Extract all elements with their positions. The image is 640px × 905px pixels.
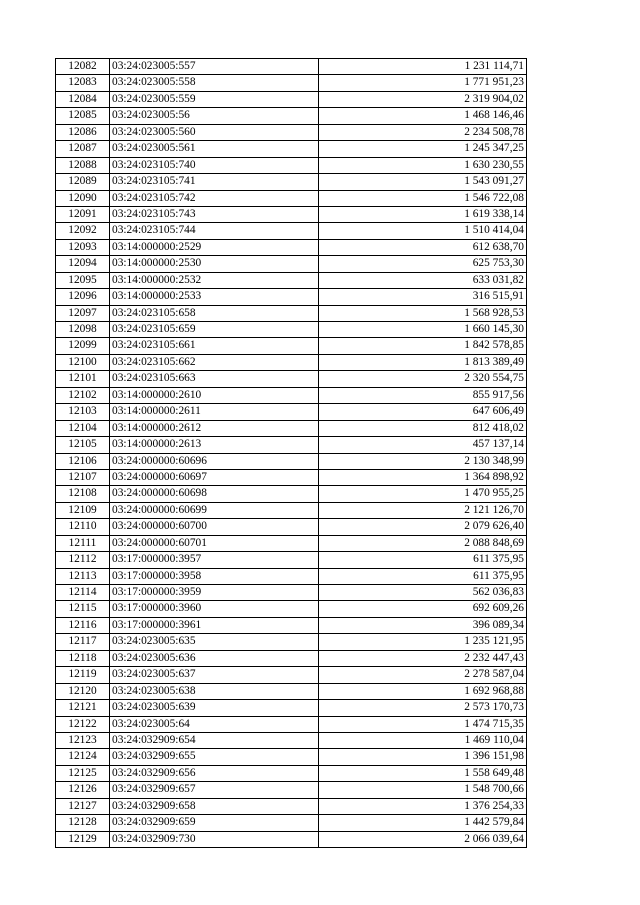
cadastral-value-cell: 612 638,70 bbox=[319, 239, 527, 255]
cadastral-value-cell: 1 474 715,35 bbox=[319, 716, 527, 732]
row-number-cell: 12098 bbox=[56, 322, 110, 338]
cadastral-value-cell: 1 771 951,23 bbox=[319, 75, 527, 91]
cadastral-value-cell: 2 319 904,02 bbox=[319, 91, 527, 107]
cadastral-number-cell: 03:14:000000:2611 bbox=[110, 404, 319, 420]
table-row bbox=[56, 634, 527, 650]
table-row bbox=[56, 700, 527, 716]
cadastral-value-cell: 1 442 579,84 bbox=[319, 815, 527, 831]
table-row bbox=[56, 437, 527, 453]
row-number-cell: 12120 bbox=[56, 683, 110, 699]
table-row bbox=[56, 469, 527, 485]
cadastral-value-cell: 1 546 722,08 bbox=[319, 190, 527, 206]
cadastral-number-cell: 03:14:000000:2610 bbox=[110, 387, 319, 403]
cadastral-number-cell: 03:24:023105:661 bbox=[110, 338, 319, 354]
row-number-cell: 12092 bbox=[56, 223, 110, 239]
row-number-cell: 12091 bbox=[56, 206, 110, 222]
row-number-cell: 12117 bbox=[56, 634, 110, 650]
cadastral-number-cell: 03:24:032909:730 bbox=[110, 831, 319, 847]
table-row bbox=[56, 831, 527, 847]
table-row bbox=[56, 502, 527, 518]
cadastral-value-cell: 625 753,30 bbox=[319, 256, 527, 272]
cadastral-value-cell: 1 619 338,14 bbox=[319, 206, 527, 222]
cadastral-value-cell: 1 231 114,71 bbox=[319, 59, 527, 75]
cadastral-value-table bbox=[55, 58, 527, 848]
cadastral-number-cell: 03:24:000000:60700 bbox=[110, 519, 319, 535]
cadastral-value-cell: 1 510 414,04 bbox=[319, 223, 527, 239]
row-number-cell: 12088 bbox=[56, 157, 110, 173]
table-row bbox=[56, 322, 527, 338]
table-row bbox=[56, 667, 527, 683]
table-row bbox=[56, 305, 527, 321]
row-number-cell: 12115 bbox=[56, 601, 110, 617]
cadastral-number-cell: 03:24:032909:657 bbox=[110, 782, 319, 798]
table-row bbox=[56, 272, 527, 288]
table-row bbox=[56, 190, 527, 206]
table-row bbox=[56, 124, 527, 140]
cadastral-value-cell: 1 396 151,98 bbox=[319, 749, 527, 765]
row-number-cell: 12126 bbox=[56, 782, 110, 798]
cadastral-number-cell: 03:24:000000:60697 bbox=[110, 469, 319, 485]
table-row bbox=[56, 716, 527, 732]
row-number-cell: 12100 bbox=[56, 354, 110, 370]
cadastral-value-cell: 2 130 348,99 bbox=[319, 453, 527, 469]
cadastral-value-cell: 1 558 649,48 bbox=[319, 765, 527, 781]
table-row bbox=[56, 75, 527, 91]
cadastral-number-cell: 03:24:032909:655 bbox=[110, 749, 319, 765]
row-number-cell: 12116 bbox=[56, 617, 110, 633]
table-row bbox=[56, 815, 527, 831]
table-row bbox=[56, 404, 527, 420]
row-number-cell: 12099 bbox=[56, 338, 110, 354]
cadastral-value-cell: 1 245 347,25 bbox=[319, 141, 527, 157]
cadastral-number-cell: 03:24:000000:60696 bbox=[110, 453, 319, 469]
cadastral-value-cell: 2 232 447,43 bbox=[319, 650, 527, 666]
table-row bbox=[56, 798, 527, 814]
cadastral-value-cell: 2 088 848,69 bbox=[319, 535, 527, 551]
table-row bbox=[56, 732, 527, 748]
table-row bbox=[56, 765, 527, 781]
cadastral-number-cell: 03:24:023105:740 bbox=[110, 157, 319, 173]
cadastral-value-cell: 611 375,95 bbox=[319, 552, 527, 568]
row-number-cell: 12109 bbox=[56, 502, 110, 518]
cadastral-number-cell: 03:24:023105:663 bbox=[110, 371, 319, 387]
row-number-cell: 12114 bbox=[56, 585, 110, 601]
cadastral-value-cell: 1 813 389,49 bbox=[319, 354, 527, 370]
row-number-cell: 12087 bbox=[56, 141, 110, 157]
cadastral-number-cell: 03:14:000000:2530 bbox=[110, 256, 319, 272]
cadastral-number-cell: 03:24:023105:662 bbox=[110, 354, 319, 370]
table-row bbox=[56, 617, 527, 633]
cadastral-value-cell: 1 468 146,46 bbox=[319, 108, 527, 124]
cadastral-number-cell: 03:24:000000:60698 bbox=[110, 486, 319, 502]
table-row bbox=[56, 59, 527, 75]
table-row bbox=[56, 256, 527, 272]
row-number-cell: 12107 bbox=[56, 469, 110, 485]
cadastral-number-cell: 03:24:000000:60701 bbox=[110, 535, 319, 551]
cadastral-number-cell: 03:24:023005:64 bbox=[110, 716, 319, 732]
cadastral-number-cell: 03:24:023105:658 bbox=[110, 305, 319, 321]
row-number-cell: 12093 bbox=[56, 239, 110, 255]
table-row bbox=[56, 371, 527, 387]
table-row bbox=[56, 486, 527, 502]
cadastral-value-cell: 396 089,34 bbox=[319, 617, 527, 633]
cadastral-number-cell: 03:24:023005:557 bbox=[110, 59, 319, 75]
cadastral-value-cell: 2 079 626,40 bbox=[319, 519, 527, 535]
cadastral-number-cell: 03:24:023005:635 bbox=[110, 634, 319, 650]
cadastral-value-cell: 2 121 126,70 bbox=[319, 502, 527, 518]
cadastral-number-cell: 03:24:032909:656 bbox=[110, 765, 319, 781]
cadastral-value-cell: 1 568 928,53 bbox=[319, 305, 527, 321]
cadastral-number-cell: 03:14:000000:2533 bbox=[110, 289, 319, 305]
cadastral-value-cell: 812 418,02 bbox=[319, 420, 527, 436]
row-number-cell: 12086 bbox=[56, 124, 110, 140]
cadastral-number-cell: 03:24:023005:639 bbox=[110, 700, 319, 716]
row-number-cell: 12112 bbox=[56, 552, 110, 568]
cadastral-value-cell: 2 234 508,78 bbox=[319, 124, 527, 140]
row-number-cell: 12082 bbox=[56, 59, 110, 75]
row-number-cell: 12096 bbox=[56, 289, 110, 305]
table-row bbox=[56, 749, 527, 765]
cadastral-number-cell: 03:24:023005:561 bbox=[110, 141, 319, 157]
cadastral-value-cell: 2 573 170,73 bbox=[319, 700, 527, 716]
cadastral-value-cell: 316 515,91 bbox=[319, 289, 527, 305]
cadastral-number-cell: 03:24:023005:638 bbox=[110, 683, 319, 699]
cadastral-number-cell: 03:24:032909:654 bbox=[110, 732, 319, 748]
table-row bbox=[56, 239, 527, 255]
cadastral-value-cell: 1 235 121,95 bbox=[319, 634, 527, 650]
cadastral-value-cell: 1 660 145,30 bbox=[319, 322, 527, 338]
row-number-cell: 12095 bbox=[56, 272, 110, 288]
cadastral-number-cell: 03:17:000000:3958 bbox=[110, 568, 319, 584]
cadastral-value-cell: 2 066 039,64 bbox=[319, 831, 527, 847]
table-row bbox=[56, 108, 527, 124]
cadastral-number-cell: 03:14:000000:2532 bbox=[110, 272, 319, 288]
row-number-cell: 12110 bbox=[56, 519, 110, 535]
cadastral-number-cell: 03:24:023005:636 bbox=[110, 650, 319, 666]
table-row bbox=[56, 552, 527, 568]
table-body bbox=[56, 59, 527, 848]
cadastral-value-cell: 562 036,83 bbox=[319, 585, 527, 601]
cadastral-value-cell: 1 630 230,55 bbox=[319, 157, 527, 173]
row-number-cell: 12127 bbox=[56, 798, 110, 814]
cadastral-value-cell: 1 376 254,33 bbox=[319, 798, 527, 814]
cadastral-number-cell: 03:17:000000:3957 bbox=[110, 552, 319, 568]
row-number-cell: 12094 bbox=[56, 256, 110, 272]
cadastral-value-cell: 1 692 968,88 bbox=[319, 683, 527, 699]
cadastral-number-cell: 03:24:023005:560 bbox=[110, 124, 319, 140]
row-number-cell: 12123 bbox=[56, 732, 110, 748]
row-number-cell: 12128 bbox=[56, 815, 110, 831]
cadastral-number-cell: 03:24:023005:56 bbox=[110, 108, 319, 124]
table-row bbox=[56, 683, 527, 699]
cadastral-value-cell: 855 917,56 bbox=[319, 387, 527, 403]
cadastral-value-cell: 2 278 587,04 bbox=[319, 667, 527, 683]
cadastral-value-cell: 2 320 554,75 bbox=[319, 371, 527, 387]
table-row bbox=[56, 223, 527, 239]
table-row bbox=[56, 387, 527, 403]
row-number-cell: 12129 bbox=[56, 831, 110, 847]
cadastral-value-cell: 1 543 091,27 bbox=[319, 174, 527, 190]
cadastral-number-cell: 03:24:023005:558 bbox=[110, 75, 319, 91]
row-number-cell: 12089 bbox=[56, 174, 110, 190]
row-number-cell: 12111 bbox=[56, 535, 110, 551]
row-number-cell: 12122 bbox=[56, 716, 110, 732]
table-row bbox=[56, 782, 527, 798]
row-number-cell: 12083 bbox=[56, 75, 110, 91]
table-row bbox=[56, 174, 527, 190]
cadastral-value-cell: 1 842 578,85 bbox=[319, 338, 527, 354]
table-row bbox=[56, 206, 527, 222]
row-number-cell: 12090 bbox=[56, 190, 110, 206]
table-row bbox=[56, 601, 527, 617]
cadastral-value-cell: 457 137,14 bbox=[319, 437, 527, 453]
cadastral-number-cell: 03:24:023005:637 bbox=[110, 667, 319, 683]
cadastral-value-cell: 1 364 898,92 bbox=[319, 469, 527, 485]
table-row bbox=[56, 91, 527, 107]
row-number-cell: 12106 bbox=[56, 453, 110, 469]
table-row bbox=[56, 650, 527, 666]
row-number-cell: 12121 bbox=[56, 700, 110, 716]
cadastral-value-cell: 1 548 700,66 bbox=[319, 782, 527, 798]
row-number-cell: 12108 bbox=[56, 486, 110, 502]
cadastral-number-cell: 03:14:000000:2612 bbox=[110, 420, 319, 436]
cadastral-value-cell: 1 470 955,25 bbox=[319, 486, 527, 502]
cadastral-number-cell: 03:24:032909:659 bbox=[110, 815, 319, 831]
table-row bbox=[56, 535, 527, 551]
table-row bbox=[56, 420, 527, 436]
row-number-cell: 12125 bbox=[56, 765, 110, 781]
table-row bbox=[56, 519, 527, 535]
cadastral-number-cell: 03:24:023105:744 bbox=[110, 223, 319, 239]
cadastral-number-cell: 03:24:023105:659 bbox=[110, 322, 319, 338]
table-row bbox=[56, 338, 527, 354]
table-row bbox=[56, 141, 527, 157]
cadastral-number-cell: 03:24:023005:559 bbox=[110, 91, 319, 107]
row-number-cell: 12118 bbox=[56, 650, 110, 666]
row-number-cell: 12124 bbox=[56, 749, 110, 765]
row-number-cell: 12119 bbox=[56, 667, 110, 683]
row-number-cell: 12101 bbox=[56, 371, 110, 387]
cadastral-value-cell: 633 031,82 bbox=[319, 272, 527, 288]
cadastral-value-cell: 611 375,95 bbox=[319, 568, 527, 584]
cadastral-number-cell: 03:24:032909:658 bbox=[110, 798, 319, 814]
table-row bbox=[56, 453, 527, 469]
row-number-cell: 12085 bbox=[56, 108, 110, 124]
cadastral-value-cell: 1 469 110,04 bbox=[319, 732, 527, 748]
row-number-cell: 12104 bbox=[56, 420, 110, 436]
cadastral-number-cell: 03:24:023105:741 bbox=[110, 174, 319, 190]
table-row bbox=[56, 585, 527, 601]
cadastral-number-cell: 03:14:000000:2613 bbox=[110, 437, 319, 453]
row-number-cell: 12102 bbox=[56, 387, 110, 403]
row-number-cell: 12103 bbox=[56, 404, 110, 420]
table-row bbox=[56, 157, 527, 173]
table-row bbox=[56, 289, 527, 305]
cadastral-number-cell: 03:14:000000:2529 bbox=[110, 239, 319, 255]
table-row bbox=[56, 568, 527, 584]
cadastral-number-cell: 03:24:023105:742 bbox=[110, 190, 319, 206]
table-row bbox=[56, 354, 527, 370]
row-number-cell: 12084 bbox=[56, 91, 110, 107]
cadastral-number-cell: 03:24:000000:60699 bbox=[110, 502, 319, 518]
row-number-cell: 12105 bbox=[56, 437, 110, 453]
cadastral-number-cell: 03:17:000000:3960 bbox=[110, 601, 319, 617]
cadastral-number-cell: 03:24:023105:743 bbox=[110, 206, 319, 222]
cadastral-value-cell: 647 606,49 bbox=[319, 404, 527, 420]
cadastral-number-cell: 03:17:000000:3959 bbox=[110, 585, 319, 601]
row-number-cell: 12113 bbox=[56, 568, 110, 584]
cadastral-number-cell: 03:17:000000:3961 bbox=[110, 617, 319, 633]
row-number-cell: 12097 bbox=[56, 305, 110, 321]
cadastral-value-cell: 692 609,26 bbox=[319, 601, 527, 617]
